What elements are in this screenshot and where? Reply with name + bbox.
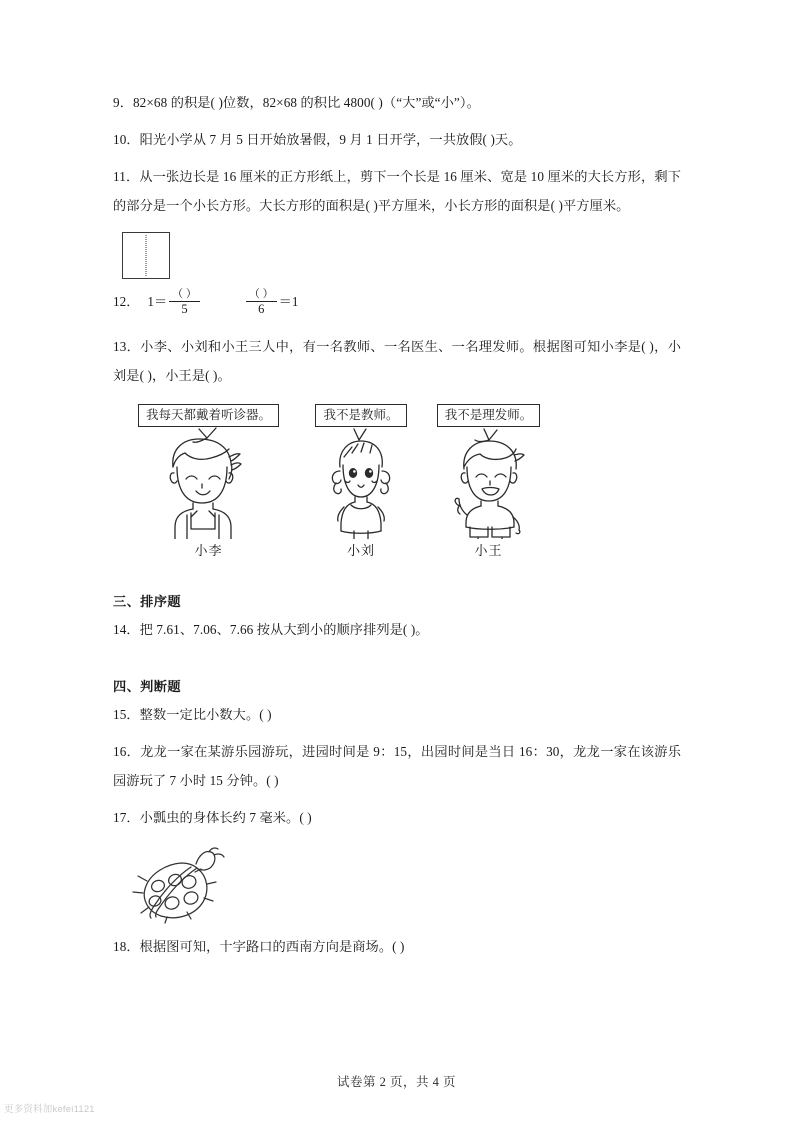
question-18: 18．根据图可知，十字路口的西南方向是商场。( ) [113,938,405,954]
child-name-xiaowang: 小王 [474,542,503,558]
question-12-number: 12． [113,294,140,310]
fraction-right [246,289,277,316]
fraction-right-denominator: 6 [246,301,277,316]
question-11: 11．从一张边长是 16 厘米的正方形纸上，剪下一个长是 16 厘米、宽是 10 厘米的大长方形，剩下的部分是一个小长方形。大长方形的面积是( )平方厘米，小长方形的面积是( )平方厘米。 [113,169,681,213]
question-10: 10．阳光小学从 7 月 5 日开始放暑假，9 月 1 日开学，一共放假( )天。 [113,132,522,147]
xiaowang-illustration [426,427,551,539]
fraction-expression-left [147,289,202,316]
section-heading-4: 四、判断题 [113,678,181,694]
fraction-expression-right [244,289,299,316]
question-17: 17．小瓢虫的身体长约 7 毫米。( ) [113,809,312,825]
ladybug-figure [125,846,235,924]
page-footer: 试卷第 2 页，共 4 页 [336,1075,456,1089]
fraction-right-numerator: （ ） [248,288,274,300]
right-whole: ＝1 [278,294,299,310]
xiaoliu-illustration [296,427,426,539]
child-name-xiaoliu: 小刘 [346,542,375,558]
question-content [113,88,681,961]
fraction-left-denominator: 5 [169,301,200,316]
question-14: 14．把 7.61、7.06、7.66 按从大到小的顺序排列是( )。 [113,621,429,637]
speech-bubble-xiaoli: 我每天都戴着听诊器。 [138,404,279,427]
fraction-left [169,289,200,316]
xiaoli-illustration [121,427,296,539]
square-figure [122,232,170,279]
question-15: 15．整数一定比小数大。( ) [113,706,272,722]
question-9: 9．82×68 的积是( )位数，82×68 的积比 4800( )（“大”或“小”）。 [113,95,480,110]
child-name-xiaoli: 小李 [194,542,223,558]
left-whole: 1＝ [147,294,168,310]
section-heading-3: 三、排序题 [113,593,181,609]
child-xiaoli [121,404,296,559]
question-16: 16．龙龙一家在某游乐园游玩，进园时间是 9：15，出园时间是当日 16：30，龙龙一家在该游乐园游玩了 7 小时 15 分钟。( ) [113,743,681,788]
ladybug-illustration [125,846,235,924]
dotted-midline [146,235,147,276]
question-12 [113,289,681,316]
fraction-left-numerator: （ ） [172,288,197,300]
three-children-figure [121,404,551,559]
question-13: 13．小李、小刘和小王三人中，有一名教师、一名医生、一名理发师。根据图可知小李是( )，小刘是( )，小王是( )。 [113,338,681,383]
child-xiaowang [426,404,551,559]
speech-bubble-xiaowang: 我不是理发师。 [437,404,541,427]
speech-bubble-xiaoliu: 我不是教师。 [315,404,406,427]
child-xiaoliu [296,404,426,559]
watermark: 更多资料加kefei1121 [4,1104,95,1115]
